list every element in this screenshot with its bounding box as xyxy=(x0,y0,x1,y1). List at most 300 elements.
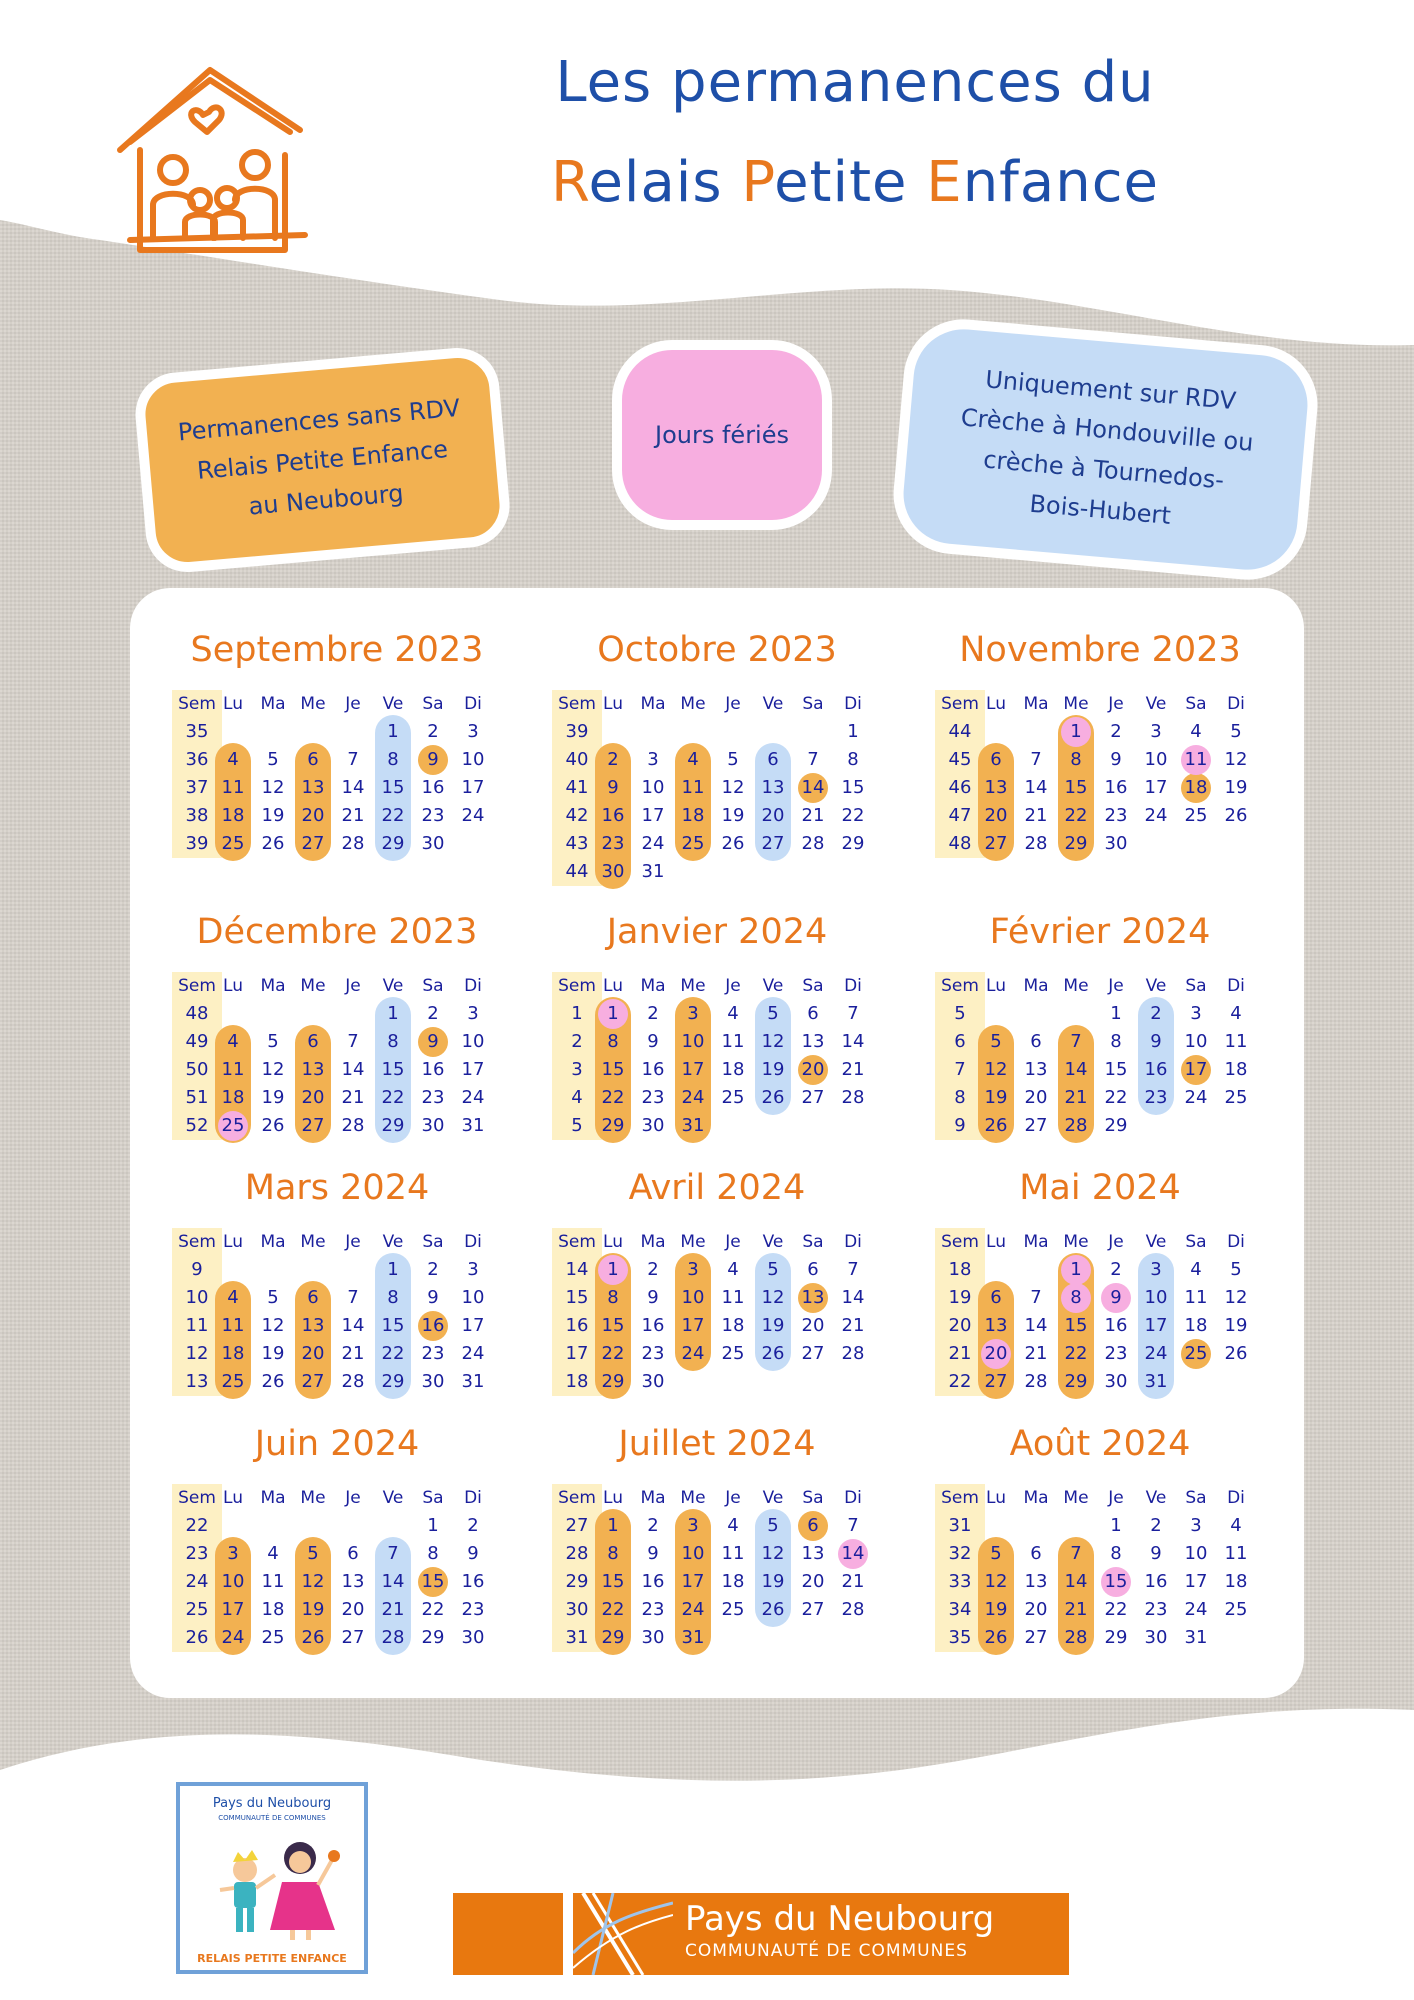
weekday-header: Ve xyxy=(762,694,784,714)
day-cell: 6 xyxy=(990,1287,1002,1308)
day-cell: 8 xyxy=(427,1543,439,1564)
day-cell: 28 xyxy=(1064,1115,1088,1136)
day-cell: 25 xyxy=(1224,1599,1248,1620)
day-cell: 22 xyxy=(841,805,865,826)
day-cell: 3 xyxy=(467,1003,479,1024)
day-cell: 19 xyxy=(301,1599,325,1620)
day-cell: 1 xyxy=(387,1259,399,1280)
day-cell: 12 xyxy=(761,1031,785,1052)
weekday-header: Lu xyxy=(603,1232,623,1252)
day-cell: 27 xyxy=(301,1371,325,1392)
day-cell: 30 xyxy=(1144,1627,1168,1648)
weekday-header: Me xyxy=(680,976,706,996)
day-cell: 31 xyxy=(461,1371,485,1392)
day-cell: 21 xyxy=(1024,1343,1048,1364)
rpe-logo-title: Pays du Neubourg xyxy=(212,1796,332,1811)
month-title: Octobre 2023 xyxy=(597,630,837,670)
weekday-header: Lu xyxy=(223,1232,243,1252)
day-cell: 9 xyxy=(647,1543,659,1564)
weekday-header: Ma xyxy=(640,1232,666,1252)
month-title: Mai 2024 xyxy=(1019,1168,1181,1208)
day-cell: 29 xyxy=(601,1371,625,1392)
day-cell: 27 xyxy=(1024,1627,1048,1648)
month-grid xyxy=(172,690,502,858)
week-number: 31 xyxy=(948,1515,972,1536)
day-cell: 9 xyxy=(1110,749,1122,770)
week-number: 9 xyxy=(954,1115,966,1136)
day-cell: 20 xyxy=(301,1343,325,1364)
day-cell: 19 xyxy=(1224,1315,1248,1336)
day-cell: 5 xyxy=(1230,1259,1242,1280)
day-cell: 29 xyxy=(381,1371,405,1392)
day-cell: 1 xyxy=(847,721,859,742)
day-cell: 22 xyxy=(601,1599,625,1620)
day-cell: 26 xyxy=(761,1087,785,1108)
day-cell: 5 xyxy=(727,749,739,770)
week-number: 18 xyxy=(948,1259,972,1280)
children-illustration-icon xyxy=(200,1830,350,1942)
day-cell: 17 xyxy=(1144,777,1168,798)
day-cell: 6 xyxy=(1030,1543,1042,1564)
day-cell: 20 xyxy=(301,1087,325,1108)
day-cell: 27 xyxy=(801,1343,825,1364)
day-cell: 12 xyxy=(984,1059,1008,1080)
day-cell: 2 xyxy=(647,1003,659,1024)
weekday-header: Sem xyxy=(178,1488,216,1508)
weekday-header: Sem xyxy=(178,976,216,996)
day-cell: 31 xyxy=(461,1115,485,1136)
day-cell: 26 xyxy=(984,1115,1008,1136)
day-cell: 26 xyxy=(261,833,285,854)
weekday-header: Di xyxy=(844,694,862,714)
week-number: 30 xyxy=(565,1599,589,1620)
week-number: 23 xyxy=(185,1543,209,1564)
title-word-petite: etite xyxy=(774,150,908,215)
day-cell: 7 xyxy=(347,1287,359,1308)
day-cell: 12 xyxy=(1224,749,1248,770)
day-cell: 6 xyxy=(307,1287,319,1308)
day-cell: 14 xyxy=(1064,1571,1088,1592)
day-cell: 4 xyxy=(727,1003,739,1024)
day-cell: 27 xyxy=(801,1599,825,1620)
day-cell: 9 xyxy=(1150,1031,1162,1052)
banner-left-block xyxy=(453,1893,563,1975)
day-cell: 3 xyxy=(1150,1259,1162,1280)
day-cell: 19 xyxy=(761,1059,785,1080)
week-number: 51 xyxy=(185,1087,209,1108)
day-cell: 4 xyxy=(1230,1003,1242,1024)
day-cell: 26 xyxy=(261,1115,285,1136)
week-number: 21 xyxy=(948,1343,972,1364)
day-cell: 30 xyxy=(461,1627,485,1648)
month-title: Décembre 2023 xyxy=(196,912,478,952)
day-cell: 26 xyxy=(761,1599,785,1620)
week-number: 16 xyxy=(565,1315,589,1336)
day-cell: 11 xyxy=(1224,1031,1248,1052)
day-cell: 17 xyxy=(461,1059,485,1080)
day-cell: 16 xyxy=(641,1059,665,1080)
day-cell: 21 xyxy=(841,1571,865,1592)
week-number: 42 xyxy=(565,805,589,826)
day-cell: 18 xyxy=(1184,777,1208,798)
week-number: 31 xyxy=(565,1627,589,1648)
day-cell: 19 xyxy=(761,1571,785,1592)
day-cell: 7 xyxy=(347,749,359,770)
day-cell: 26 xyxy=(721,833,745,854)
week-number: 8 xyxy=(954,1087,966,1108)
day-cell: 10 xyxy=(1144,749,1168,770)
day-cell: 28 xyxy=(1024,833,1048,854)
day-cell: 4 xyxy=(267,1543,279,1564)
day-cell: 25 xyxy=(1224,1087,1248,1108)
week-number: 44 xyxy=(948,721,972,742)
day-cell: 25 xyxy=(1184,1343,1208,1364)
day-cell: 16 xyxy=(461,1571,485,1592)
day-cell: 29 xyxy=(1104,1115,1128,1136)
day-cell: 19 xyxy=(721,805,745,826)
day-cell: 2 xyxy=(1150,1003,1162,1024)
weekday-header: Sa xyxy=(802,976,824,996)
day-cell: 2 xyxy=(1110,1259,1122,1280)
day-cell: 11 xyxy=(1224,1543,1248,1564)
weekday-header: Sem xyxy=(178,694,216,714)
day-cell: 16 xyxy=(1104,1315,1128,1336)
day-cell: 11 xyxy=(721,1543,745,1564)
day-cell: 13 xyxy=(761,777,785,798)
week-number: 17 xyxy=(565,1343,589,1364)
month-title: Janvier 2024 xyxy=(606,912,828,952)
weekday-header: Sa xyxy=(1185,1488,1207,1508)
day-cell: 14 xyxy=(841,1543,865,1564)
day-cell: 6 xyxy=(1030,1031,1042,1052)
legend-jours-feries xyxy=(612,340,832,530)
day-cell: 13 xyxy=(341,1571,365,1592)
day-cell: 22 xyxy=(1104,1599,1128,1620)
day-cell: 20 xyxy=(1024,1599,1048,1620)
day-cell: 23 xyxy=(461,1599,485,1620)
day-cell: 1 xyxy=(427,1515,439,1536)
week-number: 10 xyxy=(185,1287,209,1308)
week-number: 5 xyxy=(571,1115,583,1136)
month-title: Février 2024 xyxy=(989,912,1211,952)
month-grid xyxy=(935,690,1265,858)
weekday-header: Ma xyxy=(260,694,286,714)
day-cell: 16 xyxy=(641,1571,665,1592)
month-title: Avril 2024 xyxy=(628,1168,806,1208)
day-cell: 23 xyxy=(601,833,625,854)
day-cell: 17 xyxy=(1144,1315,1168,1336)
day-cell: 26 xyxy=(984,1627,1008,1648)
week-number: 32 xyxy=(948,1543,972,1564)
day-cell: 20 xyxy=(341,1599,365,1620)
day-cell: 26 xyxy=(301,1627,325,1648)
day-cell: 18 xyxy=(721,1059,745,1080)
day-cell: 4 xyxy=(227,749,239,770)
day-cell: 28 xyxy=(341,833,365,854)
day-cell: 11 xyxy=(1184,749,1208,770)
day-cell: 5 xyxy=(990,1543,1002,1564)
day-cell: 30 xyxy=(421,833,445,854)
day-cell: 20 xyxy=(801,1059,825,1080)
day-cell: 2 xyxy=(647,1515,659,1536)
weekday-header: Sa xyxy=(802,1232,824,1252)
day-cell: 21 xyxy=(341,1343,365,1364)
weekday-header: Ma xyxy=(640,1488,666,1508)
week-number: 25 xyxy=(185,1599,209,1620)
day-cell: 27 xyxy=(341,1627,365,1648)
weekday-header: Ma xyxy=(1023,694,1049,714)
day-cell: 24 xyxy=(1184,1087,1208,1108)
day-cell: 6 xyxy=(807,1259,819,1280)
weekday-header: Ve xyxy=(762,976,784,996)
day-cell: 8 xyxy=(847,749,859,770)
day-cell: 18 xyxy=(1184,1315,1208,1336)
weekday-header: Sa xyxy=(422,976,444,996)
weekday-header: Lu xyxy=(986,976,1006,996)
day-cell: 23 xyxy=(641,1599,665,1620)
day-cell: 11 xyxy=(261,1571,285,1592)
weekday-header: Je xyxy=(345,1488,361,1508)
week-number: 26 xyxy=(185,1627,209,1648)
day-cell: 9 xyxy=(427,1287,439,1308)
week-number: 12 xyxy=(185,1343,209,1364)
legend-blue-line: Bois-Hubert xyxy=(1028,489,1172,530)
weekday-header: Lu xyxy=(986,694,1006,714)
weekday-header: Sa xyxy=(422,694,444,714)
day-cell: 5 xyxy=(267,749,279,770)
week-number: 46 xyxy=(948,777,972,798)
day-cell: 13 xyxy=(801,1031,825,1052)
day-cell: 1 xyxy=(1070,1259,1082,1280)
day-cell: 22 xyxy=(421,1599,445,1620)
month-title: Septembre 2023 xyxy=(190,630,484,670)
day-cell: 16 xyxy=(1144,1059,1168,1080)
day-cell: 22 xyxy=(1064,805,1088,826)
day-cell: 3 xyxy=(1190,1003,1202,1024)
day-cell: 23 xyxy=(1104,805,1128,826)
week-number: 37 xyxy=(185,777,209,798)
weekday-header: Me xyxy=(680,1232,706,1252)
day-cell: 9 xyxy=(1110,1287,1122,1308)
day-cell: 12 xyxy=(761,1287,785,1308)
weekday-header: Je xyxy=(345,976,361,996)
day-cell: 14 xyxy=(801,777,825,798)
day-cell: 27 xyxy=(761,833,785,854)
weekday-header: Di xyxy=(464,976,482,996)
weekday-header: Me xyxy=(680,694,706,714)
month-grid xyxy=(172,972,502,1140)
week-number: 33 xyxy=(948,1571,972,1592)
day-cell: 3 xyxy=(687,1515,699,1536)
day-cell: 28 xyxy=(801,833,825,854)
weekday-header: Lu xyxy=(986,1232,1006,1252)
week-number: 52 xyxy=(185,1115,209,1136)
week-number: 35 xyxy=(185,721,209,742)
day-cell: 29 xyxy=(1104,1627,1128,1648)
day-cell: 5 xyxy=(767,1515,779,1536)
month-grid xyxy=(552,972,882,1140)
weekday-header: Ve xyxy=(762,1488,784,1508)
weekday-header: Me xyxy=(1063,1232,1089,1252)
weekday-header: Je xyxy=(345,694,361,714)
day-cell: 31 xyxy=(641,861,665,882)
day-cell: 23 xyxy=(1144,1087,1168,1108)
day-cell: 30 xyxy=(641,1627,665,1648)
day-cell: 22 xyxy=(1104,1087,1128,1108)
day-cell: 23 xyxy=(421,805,445,826)
weekday-header: Ma xyxy=(260,1232,286,1252)
weekday-header: Je xyxy=(725,1488,741,1508)
day-cell: 23 xyxy=(1104,1343,1128,1364)
weekday-header: Sa xyxy=(1185,976,1207,996)
day-cell: 19 xyxy=(984,1087,1008,1108)
day-cell: 14 xyxy=(381,1571,405,1592)
weekday-header: Je xyxy=(1108,1232,1124,1252)
day-cell: 24 xyxy=(461,1343,485,1364)
weekday-header: Sem xyxy=(558,1232,596,1252)
week-number: 13 xyxy=(185,1371,209,1392)
day-cell: 27 xyxy=(1024,1115,1048,1136)
day-cell: 7 xyxy=(387,1543,399,1564)
month-grid xyxy=(935,1484,1265,1652)
day-cell: 8 xyxy=(1110,1543,1122,1564)
week-number: 5 xyxy=(954,1003,966,1024)
day-cell: 2 xyxy=(1150,1515,1162,1536)
day-cell: 28 xyxy=(841,1599,865,1620)
weekday-header: Lu xyxy=(223,1488,243,1508)
day-cell: 19 xyxy=(261,1343,285,1364)
day-cell: 13 xyxy=(801,1543,825,1564)
day-cell: 9 xyxy=(1150,1543,1162,1564)
day-cell: 6 xyxy=(767,749,779,770)
weekday-header: Ma xyxy=(1023,976,1049,996)
day-cell: 17 xyxy=(681,1315,705,1336)
day-cell: 8 xyxy=(607,1543,619,1564)
day-cell: 25 xyxy=(721,1599,745,1620)
legend-orange-line: Relais Petite Enfance xyxy=(195,435,449,485)
week-number: 45 xyxy=(948,749,972,770)
month-grid xyxy=(172,1228,502,1396)
day-cell: 17 xyxy=(221,1599,245,1620)
day-cell: 17 xyxy=(461,1315,485,1336)
day-cell: 22 xyxy=(601,1087,625,1108)
weekday-header: Sa xyxy=(802,694,824,714)
weekday-header: Me xyxy=(1063,976,1089,996)
day-cell: 8 xyxy=(607,1031,619,1052)
day-cell: 10 xyxy=(681,1543,705,1564)
weekday-header: Me xyxy=(300,1488,326,1508)
day-cell: 15 xyxy=(601,1059,625,1080)
weekday-header: Di xyxy=(1227,694,1245,714)
weekday-header: Ma xyxy=(1023,1488,1049,1508)
day-cell: 2 xyxy=(1110,721,1122,742)
month-title: Juin 2024 xyxy=(254,1424,420,1464)
week-number: 39 xyxy=(565,721,589,742)
day-cell: 10 xyxy=(681,1031,705,1052)
day-cell: 15 xyxy=(1064,1315,1088,1336)
week-number: 40 xyxy=(565,749,589,770)
day-cell: 14 xyxy=(341,777,365,798)
week-number: 7 xyxy=(954,1059,966,1080)
day-cell: 8 xyxy=(1070,1287,1082,1308)
day-cell: 6 xyxy=(347,1543,359,1564)
day-cell: 28 xyxy=(841,1343,865,1364)
day-cell: 29 xyxy=(381,833,405,854)
day-cell: 23 xyxy=(641,1087,665,1108)
weekday-header: Ve xyxy=(382,1232,404,1252)
day-cell: 15 xyxy=(421,1571,445,1592)
day-cell: 25 xyxy=(221,1371,245,1392)
day-cell: 1 xyxy=(387,1003,399,1024)
weekday-header: Di xyxy=(1227,1488,1245,1508)
day-cell: 29 xyxy=(841,833,865,854)
week-number: 11 xyxy=(185,1315,209,1336)
day-cell: 12 xyxy=(301,1571,325,1592)
day-cell: 7 xyxy=(847,1259,859,1280)
title-word-enfance: nfance xyxy=(962,150,1159,215)
day-cell: 3 xyxy=(1190,1515,1202,1536)
weekday-header: Di xyxy=(464,1488,482,1508)
day-cell: 8 xyxy=(387,749,399,770)
pays-du-neubourg-banner xyxy=(453,1893,1069,1975)
day-cell: 16 xyxy=(1144,1571,1168,1592)
week-number: 3 xyxy=(571,1059,583,1080)
day-cell: 5 xyxy=(767,1259,779,1280)
day-cell: 14 xyxy=(841,1031,865,1052)
day-cell: 3 xyxy=(227,1543,239,1564)
day-cell: 18 xyxy=(221,1087,245,1108)
weekday-header: Lu xyxy=(603,694,623,714)
legend-orange-line: au Neubourg xyxy=(247,479,405,521)
day-cell: 17 xyxy=(1184,1059,1208,1080)
day-cell: 15 xyxy=(601,1315,625,1336)
weekday-header: Lu xyxy=(603,1488,623,1508)
day-cell: 4 xyxy=(1190,1259,1202,1280)
week-number: 49 xyxy=(185,1031,209,1052)
week-number: 41 xyxy=(565,777,589,798)
banner-subtitle: COMMUNAUTÉ DE COMMUNES xyxy=(685,1941,968,1961)
month-title: Juillet 2024 xyxy=(618,1424,816,1464)
day-cell: 8 xyxy=(1070,749,1082,770)
day-cell: 20 xyxy=(801,1315,825,1336)
day-cell: 7 xyxy=(1070,1543,1082,1564)
day-cell: 6 xyxy=(807,1003,819,1024)
month-grid xyxy=(552,1484,882,1652)
day-cell: 18 xyxy=(1224,1571,1248,1592)
day-cell: 18 xyxy=(261,1599,285,1620)
week-number: 28 xyxy=(565,1543,589,1564)
week-number: 34 xyxy=(948,1599,972,1620)
day-cell: 4 xyxy=(727,1259,739,1280)
weekday-header: Di xyxy=(464,1232,482,1252)
day-cell: 30 xyxy=(421,1115,445,1136)
week-number: 20 xyxy=(948,1315,972,1336)
day-cell: 12 xyxy=(261,777,285,798)
day-cell: 17 xyxy=(681,1059,705,1080)
day-cell: 29 xyxy=(421,1627,445,1648)
weekday-header: Sa xyxy=(422,1488,444,1508)
day-cell: 21 xyxy=(1064,1087,1088,1108)
day-cell: 27 xyxy=(984,1371,1008,1392)
weekday-header: Je xyxy=(725,1232,741,1252)
day-cell: 10 xyxy=(1184,1031,1208,1052)
week-number: 15 xyxy=(565,1287,589,1308)
day-cell: 2 xyxy=(427,1003,439,1024)
day-cell: 10 xyxy=(461,1031,485,1052)
weekday-header: Sem xyxy=(941,1232,979,1252)
day-cell: 24 xyxy=(1144,805,1168,826)
day-cell: 22 xyxy=(381,805,405,826)
